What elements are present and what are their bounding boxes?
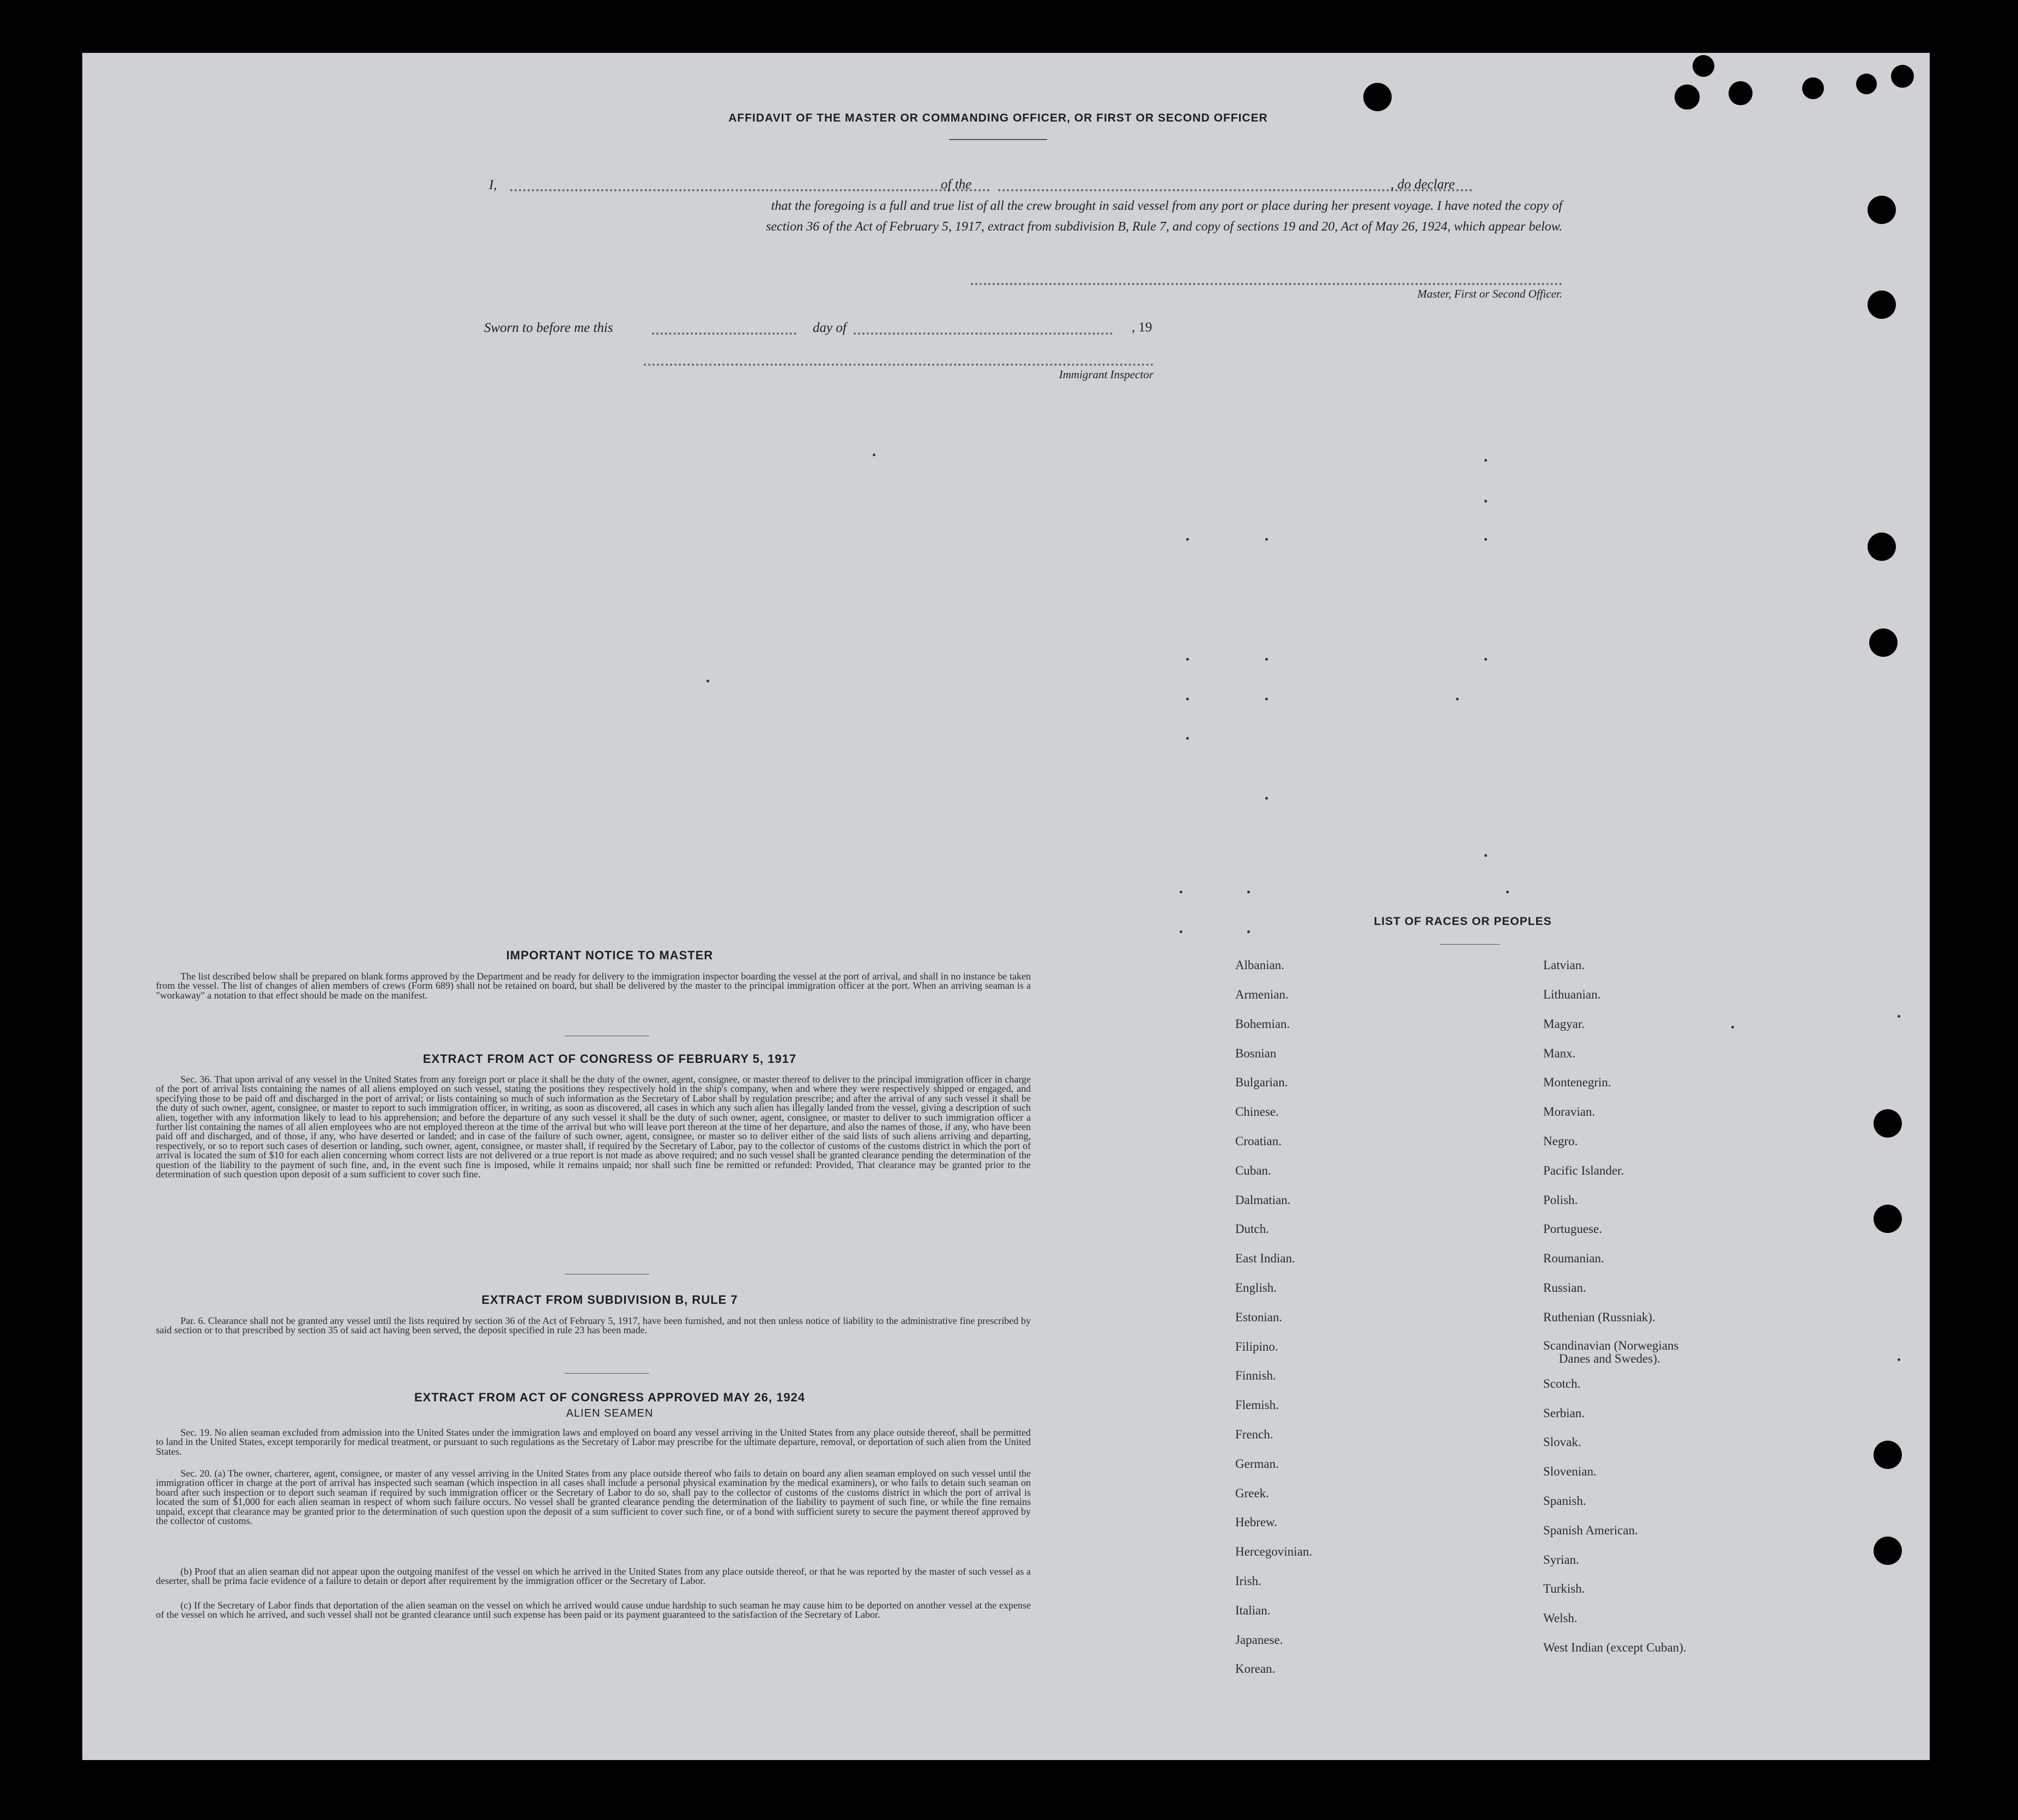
race-item: Montenegrin.	[1543, 1075, 1611, 1089]
race-item: Slovenian.	[1543, 1465, 1597, 1478]
declaration-line-3: section 36 of the Act of February 5, 1917, extract from subdivision B, Rule 7, and copy of sections 19 and 20, Act of May 26, 1924, which appear below.	[766, 220, 1562, 234]
race-item: Croatian.	[1235, 1134, 1282, 1148]
declaration-of-the: of the	[941, 177, 972, 192]
declaration-i: I,	[489, 178, 497, 192]
speck	[1186, 658, 1189, 661]
punch-hole	[1874, 1537, 1902, 1565]
race-item: Korean.	[1235, 1662, 1276, 1676]
punch-hole	[1874, 1109, 1902, 1138]
punch-hole	[1868, 196, 1896, 224]
speck	[1484, 538, 1487, 541]
race-item: Dutch.	[1235, 1222, 1269, 1236]
sec-19-body: Sec. 19. No alien seaman excluded from admission into the United States under the immigration laws and employed on board any vessel arriving in the United States from any place outside thereof, shall be permitted to land in the United States, except temporarily for medical treatment, or pursuant to such regulations as the Secretary of Labor may prescribe for the ultimate departure, removal, or deportation of such alien from the United States.	[156, 1427, 1031, 1457]
race-item: Syrian.	[1543, 1553, 1579, 1567]
punch-hole	[1868, 291, 1896, 319]
inspector-caption: Immigrant Inspector	[1059, 368, 1153, 381]
sworn-year: , 19	[1132, 320, 1152, 335]
race-item: Dalmatian.	[1235, 1193, 1291, 1207]
speck	[1247, 891, 1250, 893]
race-item: Latvian.	[1543, 958, 1585, 972]
race-item: Japanese.	[1235, 1633, 1283, 1647]
speck	[1456, 698, 1459, 700]
punch-hole	[1729, 81, 1753, 105]
race-item: Spanish American.	[1543, 1523, 1638, 1537]
extract-1917-title: EXTRACT FROM ACT OF CONGRESS OF FEBRUARY 5, 1917	[422, 1052, 797, 1066]
signature-caption: Master, First or Second Officer.	[1417, 287, 1562, 300]
race-item: Portuguese.	[1543, 1222, 1602, 1236]
race-item: Hebrew.	[1235, 1515, 1278, 1529]
affidavit-title: AFFIDAVIT OF THE MASTER OR COMMANDING OFFICER, OR FIRST OR SECOND OFFICER	[728, 112, 1268, 124]
speck	[1265, 538, 1268, 541]
extract-rule7-title: EXTRACT FROM SUBDIVISION B, RULE 7	[481, 1293, 738, 1307]
race-item: Chinese.	[1235, 1105, 1279, 1118]
speck	[1186, 698, 1189, 700]
declaration-do-declare: , do declare	[1391, 177, 1455, 192]
race-item: Estonian.	[1235, 1310, 1283, 1324]
speck	[873, 454, 875, 456]
race-item: Cuban.	[1235, 1164, 1271, 1177]
declaration-line-2: that the foregoing is a full and true list of all the crew brought in said vessel from any port or place during her present voyage. I have noted the copy of	[771, 199, 1562, 213]
race-item: Scotch.	[1543, 1377, 1581, 1390]
race-item: Spanish.	[1543, 1494, 1586, 1508]
speck	[1180, 930, 1182, 933]
race-item: Pacific Islander.	[1543, 1164, 1624, 1177]
race-item: Serbian.	[1543, 1406, 1585, 1420]
speck	[1484, 459, 1487, 462]
inspector-blank[interactable]	[644, 364, 1153, 366]
race-item: Magyar.	[1543, 1017, 1585, 1031]
race-item: Turkish.	[1543, 1582, 1585, 1595]
punch-hole	[1874, 1205, 1902, 1233]
speck	[1265, 698, 1268, 700]
race-item: Roumanian.	[1543, 1251, 1604, 1265]
race-item: Moravian.	[1543, 1105, 1596, 1118]
race-item: East Indian.	[1235, 1251, 1295, 1265]
punch-hole	[1868, 533, 1896, 561]
speck	[1898, 1358, 1900, 1361]
race-item: Ruthenian (Russniak).	[1543, 1310, 1656, 1324]
speck	[706, 680, 709, 682]
race-item: Irish.	[1235, 1574, 1261, 1588]
extract-rule7-body: Par. 6. Clearance shall not be granted any vessel until the lists required by section 36 of the Act of February 5, 1917, have been furnished, and not then unless notice of liability to the administrative fine prescribed by said section or to that prescribed by section 35 of said act having been served, the deposit specified in rule 23 has been made.	[156, 1315, 1031, 1336]
race-item: Welsh.	[1543, 1611, 1578, 1625]
punch-hole	[1891, 65, 1914, 88]
speck	[1247, 930, 1250, 933]
punch-hole	[1802, 77, 1824, 99]
race-item: Flemish.	[1235, 1398, 1279, 1412]
race-item: West Indian (except Cuban).	[1543, 1641, 1687, 1654]
races-title: LIST OF RACES OR PEOPLES	[1374, 915, 1552, 928]
speck	[1484, 500, 1487, 503]
name-blank[interactable]	[510, 189, 990, 191]
race-item: Slovak.	[1543, 1435, 1581, 1449]
races-title-underline	[1440, 944, 1500, 945]
punch-hole	[1874, 1441, 1902, 1469]
race-item: German.	[1235, 1457, 1279, 1471]
race-item: Greek.	[1235, 1486, 1269, 1500]
signature-blank[interactable]	[971, 283, 1562, 285]
race-item: Russian.	[1543, 1281, 1586, 1295]
speck	[1186, 538, 1189, 541]
punch-hole	[1363, 83, 1392, 111]
race-item: Hercegovinian.	[1235, 1545, 1313, 1558]
race-item: French.	[1235, 1428, 1273, 1441]
sworn-prefix: Sworn to before me this	[484, 321, 613, 335]
race-item: Negro.	[1543, 1134, 1578, 1148]
race-item: Armenian.	[1235, 988, 1289, 1001]
speck	[1484, 658, 1487, 661]
punch-hole	[1675, 84, 1700, 110]
race-item: Bulgarian.	[1235, 1075, 1288, 1089]
month-blank[interactable]	[854, 332, 1113, 335]
section-divider	[565, 1373, 649, 1374]
race-item: Finnish.	[1235, 1369, 1276, 1382]
race-item: Albanian.	[1235, 958, 1285, 972]
notice-title: IMPORTANT NOTICE TO MASTER	[506, 948, 714, 962]
race-item: Italian.	[1235, 1604, 1271, 1617]
title-underline	[949, 139, 1047, 140]
race-item: Lithuanian.	[1543, 988, 1601, 1001]
sworn-day-of: day of	[813, 321, 847, 335]
sec-20c-body: (c) If the Secretary of Labor finds that deportation of the alien seaman on the vessel on which he arrived would cause undue hardship to such seaman he may cause him to be deported on another vessel at the expense of the vessel on which he arrived, and such vessel shall not be granted clearance until such expense has been paid or its payment guaranteed to the satisfaction of the Secretary of Labor.	[156, 1600, 1031, 1621]
punch-hole	[1869, 628, 1898, 657]
sec-20b-body: (b) Proof that an alien seaman did not appear upon the outgoing manifest of the vessel on which he arrived in the United States from any place outside thereof, or that he was reported by the master of such vessel as a deserter, shall be prima facie evidence of a failure to detain or deport after requirement by the immigration officer or the Secretary of Labor.	[156, 1566, 1031, 1587]
speck	[1506, 891, 1509, 893]
race-item: Filipino.	[1235, 1340, 1278, 1353]
race-item: English.	[1235, 1281, 1277, 1295]
race-item: Manx.	[1543, 1047, 1576, 1060]
speck	[1731, 1026, 1734, 1029]
extract-1924-title: EXTRACT FROM ACT OF CONGRESS APPROVED MAY 26, 1924	[414, 1390, 806, 1404]
speck	[1265, 797, 1268, 800]
day-blank[interactable]	[652, 332, 796, 335]
extract-1924-subtitle: ALIEN SEAMEN	[566, 1407, 654, 1419]
punch-hole	[1693, 55, 1714, 77]
punch-hole	[1856, 74, 1877, 94]
race-item: Polish.	[1543, 1193, 1578, 1207]
document-sheet	[82, 53, 1930, 1760]
speck	[1180, 891, 1182, 893]
speck	[1265, 658, 1268, 661]
sec-20a-body: Sec. 20. (a) The owner, charterer, agent, consignee, or master of any vessel arriving in the United States from any place outside thereof who fails to detain on board any alien seaman employed on such vessel until the immigration officer in charge at the port of arrival has inspected such seaman (which inspection in all cases shall include a personal physical examination by the medical examiners), or who fails to detain such seaman on board after such inspection or to deport such seaman if required by such immigration officer or the Secretary of Labor to do so, shall pay to the collector of customs of the customs district in which the port of arrival is located the sum of $1,000 for each alien seaman in respect of whom such failure occurs. No vessel shall be granted clearance pending the determination of the liability to payment of such fine, or while the fine remains unpaid, except that clearance may be granted prior to the determination of such question upon the deposit of a sum sufficient to cover such fine, or of a bond with sufficient surety to secure the payment thereof approved by the collector of customs.	[156, 1468, 1031, 1527]
speck	[1898, 1015, 1900, 1018]
race-item: Bosnian	[1235, 1047, 1277, 1060]
notice-body: The list described below shall be prepared on blank forms approved by the Department and be ready for delivery to the immigration inspector boarding the vessel at the port of arrival, and shall in no instance be taken from the vessel. The list of changes of alien members of crews (Form 689) shall not be retained on board, but shall be delivered by the master to the principal immigration officer at the port. When an arriving seaman is a "workaway" a notation to that effect should be made on the manifest.	[156, 971, 1031, 1001]
race-item: Bohemian.	[1235, 1017, 1290, 1031]
extract-1917-body: Sec. 36. That upon arrival of any vessel in the United States from any foreign port or place it shall be the duty of the owner, agent, consignee, or master thereof to deliver to the principal immigration officer in charge of the port of arrival lists containing the names of all aliens employed on such vessel, stating the positions they respectively hold in the ship's company, when and where they were respectively shipped or engaged, and specifying those to be paid off and discharged in the port of arrival; or lists containing so much of such information as the Secretary of Labor shall by regulation prescribe; and after the arrival of any such vessel it shall be the duty of such owner, agent, consignee, or master to report to such immigration officer, in writing, as soon as discovered, all cases in which any such alien has illegally landed from the vessel, giving a description of such alien, together with any information likely to lead to his apprehension; and before the departure of any such vessel it shall be the duty of such owner, agent, consignee, or master to deliver to such immigration officer a further list containing the names of all alien employees who are not employed thereon at the time of the arrival but who will leave port thereon at the time of her departure, and also the names of those, if any, who have been paid off and discharged, and of those, if any, who have deserted or landed; and in case of the failure of such owner, agent, consignee, or master so to deliver either of the said lists of such aliens arriving and departing, respectively, or so to report such cases of desertion or landing, such owner, agent, consignee, or master shall, if required by the Secretary of Labor, pay to the collector of customs of the customs district in which the port of arrival is located the sum of $10 for each alien concerning whom correct lists are not delivered or a true report is not made as above required; and no such vessel shall be granted clearance pending the determination of the question of the liability to the payment of such fine, and, in the event such fine is imposed, while it remains unpaid; nor shall such fine be remitted or refunded: Provided, That clearance may be granted prior to the determination of such question upon deposit of a sum sufficient to cover such fine.	[156, 1074, 1031, 1180]
speck	[1484, 854, 1487, 857]
race-item: Scandinavian (Norwegians Danes and Swedes).	[1543, 1339, 1679, 1365]
speck	[1186, 737, 1189, 740]
